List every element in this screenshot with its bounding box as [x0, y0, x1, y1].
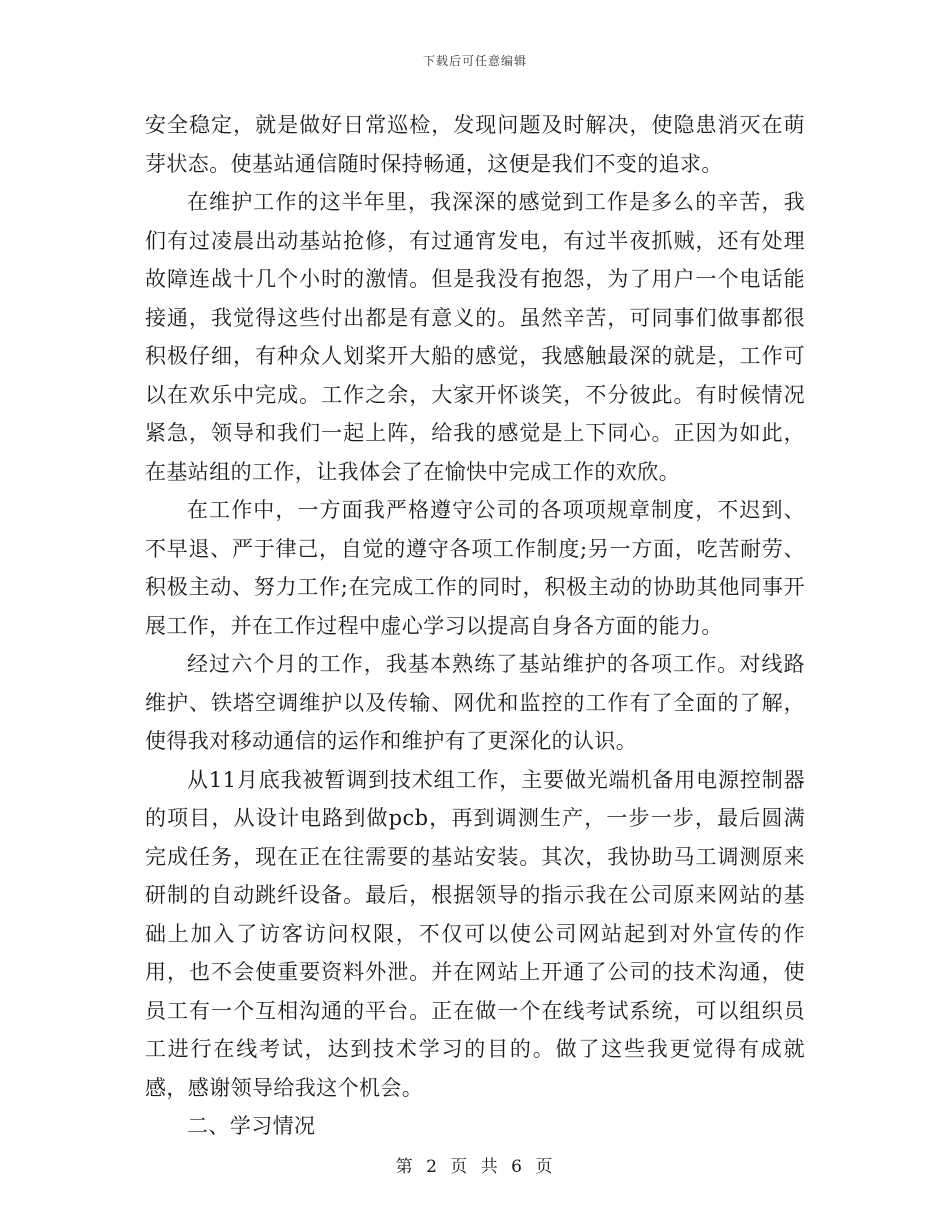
- footer-prefix: 第: [395, 1157, 415, 1177]
- footer-current-page: 2: [426, 1157, 439, 1177]
- paragraph-continued: 安全稳定，就是做好日常巡检，发现问题及时解决，使隐患消灭在萌芽状态。使基站通信随时保持畅通，这便是我们不变的追求。: [145, 113, 805, 176]
- page-header: 下载后可任意编辑: [422, 54, 527, 68]
- footer-total-word: 共: [480, 1157, 500, 1177]
- paragraph: 从11月底我被暂调到技术组工作，主要做光端机备用电源控制器的项目，从设计电路到做pcb，再到调测生产，一步一步，最后圆满完成任务，现在正在往需要的基站安装。其次，我协助马工调测原来研制的自动跳纤设备。最后，根据领导的指示我在公司原来网站的基础上加入了访客访问权限，不仅可以使公司网站起到对外宣传的作用，也不会使重要资料外泄。并在网站上开通了公司的技术沟通，使员工有一个互相沟通的平台。正在做一个在线考试系统，可以组织员工进行在线考试，达到技术学习的目的。做了这些我更觉得有成就感，感谢领导给我这个机会。: [145, 767, 805, 1100]
- footer-total-pages: 6: [511, 1157, 524, 1177]
- section-heading: 二、学习情况: [187, 1114, 316, 1138]
- paragraph: 在维护工作的这半年里，我深深的感觉到工作是多么的辛苦，我们有过凌晨出动基站抢修，有过通宵发电，有过半夜抓贼，还有处理故障连战十几个小时的激情。但是我没有抱怨，为了用户一个电话能接通，我觉得这些付出都是有意义的。虽然辛苦，可同事们做事都很积极仔细，有种众人划桨开大船的感觉，我感触最深的就是，工作可以在欢乐中完成。工作之余，大家开怀谈笑，不分彼此。有时候情况紧急，领导和我们一起上阵，给我的感觉是上下同心。正因为如此，在基站组的工作，让我体会了在愉快中完成工作的欢欣。: [145, 190, 805, 484]
- paragraph: 经过六个月的工作，我基本熟练了基站维护的各项工作。对线路维护、铁塔空调维护以及传输、网优和监控的工作有了全面的了解，使得我对移动通信的运作和维护有了更深化的认识。: [145, 652, 805, 753]
- page-footer: [0, 1152, 950, 1177]
- paragraph: 在工作中，一方面我严格遵守公司的各项项规章制度，不迟到、不早退、严于律己，自觉的遵守各项工作制度;另一方面，吃苦耐劳、积极主动、努力工作;在完成工作的同时，积极主动的协助其他同事开展工作，并在工作过程中虚心学习以提高自身各方面的能力。: [145, 498, 805, 638]
- footer-suffix: 页: [535, 1157, 555, 1177]
- document-body: [145, 106, 805, 1146]
- footer-page-word: 页: [450, 1157, 470, 1177]
